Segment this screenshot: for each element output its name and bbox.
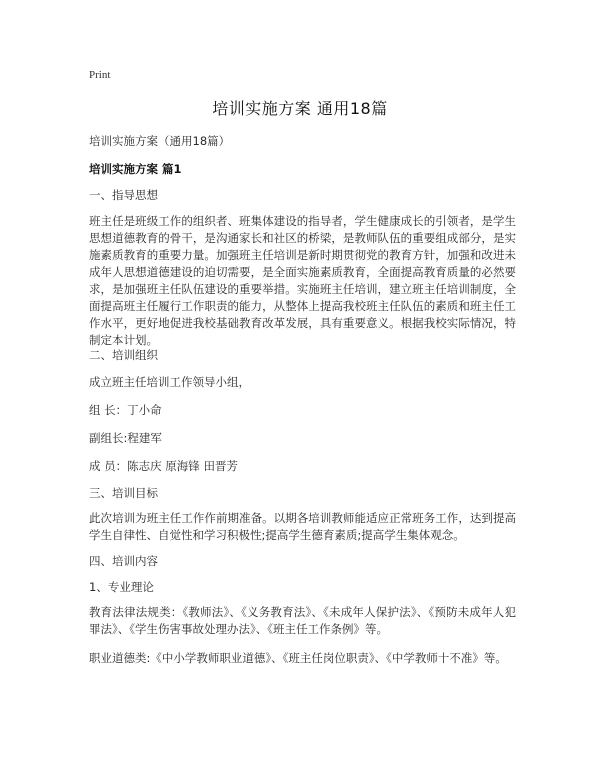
section-heading: 三、培训目标 — [89, 486, 158, 500]
paragraph: 组 长：丁小命 — [89, 403, 162, 417]
paragraph: 教育法律法规类：《教师法》、《义务教育法》、《未成年人保护法》、《预防未成年人犯罪法》、《学生伤害事故处理办法》、《班主任工作条例》等。 — [89, 605, 516, 636]
page-title: 培训实施方案 通用18篇 — [212, 99, 388, 118]
section-heading: 一、指导思想 — [89, 188, 158, 202]
article-title: 培训实施方案 篇1 — [89, 162, 182, 176]
paragraph: 副组长:程建军 — [89, 431, 162, 445]
print-link[interactable]: Print — [89, 69, 111, 81]
paragraph: 班主任是班级工作的组织者、班集体建设的指导者，学生健康成长的引领者，是学生思想道德教育的骨干，是沟通家长和社区的桥梁，是教师队伍的重要组成部分，是实施素质教育的重要力量。加强班主任培训是新时期贯彻党的教育方针，加强和改进未成年人思想道德建设的迫切需要，是全面实施素质教育，全面提高教育质量的必然要求，是加强班主任队伍建设的重要举措。实施班主任培训，建立班主任培训制度，全面提高班主任履行工作职责的能力，从整体上提高我校班主任队伍的素质和班主任工作水平，更好地促进我校基础教育改革发展，具有重要意义。根据我校实际情况，特制定本计划。 — [89, 214, 516, 347]
section-heading: 四、培训内容 — [89, 554, 158, 568]
section-heading: 二、培训组织 — [89, 348, 158, 362]
document-subtitle: 培训实施方案（通用18篇） — [89, 134, 231, 148]
paragraph: 此次培训为班主任工作作前期准备。以期各培训教师能适应正常班务工作，达到提高学生自律性、自觉性和学习积极性;提高学生德育素质;提高学生集体观念。 — [89, 511, 516, 542]
paragraph: 成立班主任培训工作领导小组， — [89, 375, 250, 389]
paragraph: 职业道德类:《中小学教师职业道德》、《班主任岗位职责》、《中学教师十不准》等。 — [89, 651, 507, 665]
paragraph: 成 员：陈志庆 原海锋 田晋芳 — [89, 459, 238, 473]
paragraph: 1、专业理论 — [89, 580, 154, 594]
